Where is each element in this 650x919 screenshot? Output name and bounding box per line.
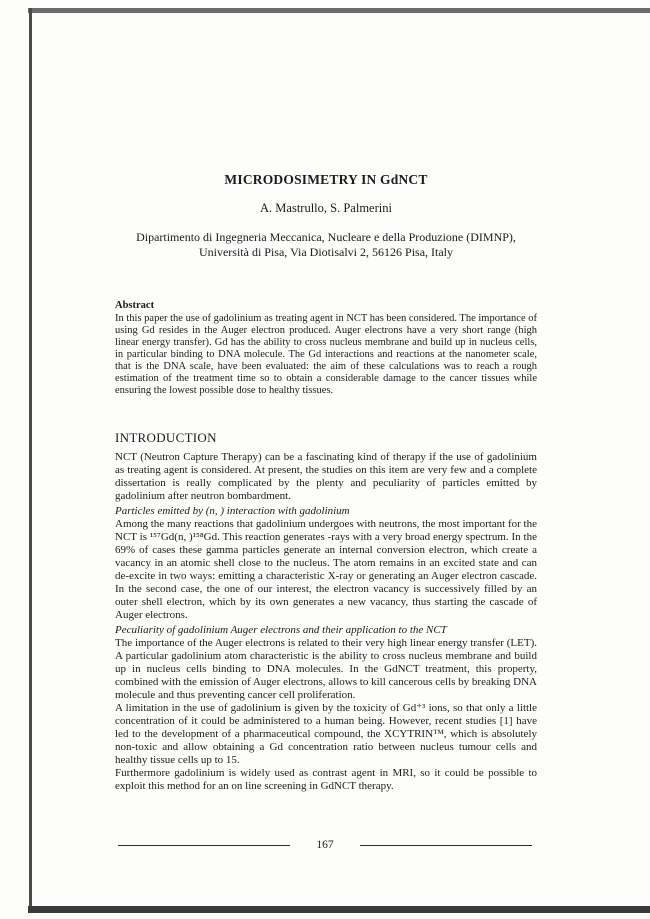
introduction-paragraph-4: A limitation in the use of gadolinium is given by the toxicity of Gd⁺³ ions, so that only a little concentration of it could be administered to a human being. However, recent studies [1] have led to the development of a pharmaceutical compound, the XCYTRIN™, which is absolutely non-toxic and allow obtaining a Gd concentration ratio between nucleus tumour cells and healthy tissue cells up to 15.	[115, 702, 537, 766]
paper-authors: A. Mastrullo, S. Palmerini	[260, 201, 392, 215]
introduction-heading: INTRODUCTION	[115, 430, 217, 445]
introduction-paragraph-1: NCT (Neutron Capture Therapy) can be a fascinating kind of therapy if the use of gadolinium as treating agent is considered. At present, the studies on this item are very few and a complete dissertation is really complicated by the plenty and peculiarity of particles emitted by gadolinium after neutron bombardment.	[115, 451, 537, 502]
footer-rule-left	[118, 845, 290, 846]
abstract-text: In this paper the use of gadolinium as treating agent in NCT has been considered. The importance of using Gd resides in the Auger electron produced. Auger electrons have a very short range (high linear energy transfer). Gd has the ability to cross nucleus membrane and build up in nucleus cells, in particular binding to DNA molecule. The Gd interactions and reactions at the nanometer scale, that is the DNA scale, have been evaluated: the aim of these calculations was to reach a rough estimation of the treatment time so to obtain a considerable damage to the cancer tissues while ensuring the lowest possible dose to healthy tissues.	[115, 313, 537, 396]
footer-rule-right	[360, 845, 532, 846]
introduction-paragraph-2: Among the many reactions that gadolinium undergoes with neutrons, the most important for the NCT is ¹⁵⁷Gd(n, )¹⁵⁸Gd. This reaction generates -rays with a very broad energy spectrum. In the 69% of cases these gamma particles generate an internal conversion electron, which create a vacancy in an atomic shell close to the nucleus. The atom remains in an excited state and can de-excite in two ways: emitting a characteristic X-ray or generating an Auger electron cascade. In the second case, the one of our interest, the electron vacancy is successively filled by an outer shell electron, which by its own generates a new vacancy, thus starting the cascade of Auger electrons.	[115, 518, 537, 621]
paper-title: MICRODOSIMETRY IN GdNCT	[224, 172, 428, 187]
page-number: 167	[316, 839, 334, 851]
section-subhead-particles-emitted: Particles emitted by (n, ) interaction with gadolinium	[115, 505, 350, 517]
paper-affiliation	[115, 230, 537, 260]
abstract-heading: Abstract	[115, 300, 155, 311]
affiliation-line-2: Università di Pisa, Via Diotisalvi 2, 56126 Pisa, Italy	[198, 245, 454, 259]
page-footer	[118, 838, 532, 852]
scan-border-bottom	[28, 906, 650, 913]
text-column	[115, 172, 537, 793]
affiliation-line-1: Dipartimento di Ingegneria Meccanica, Nucleare e della Produzione (DIMNP),	[136, 230, 516, 244]
introduction-paragraph-5: Furthermore gadolinium is widely used as contrast agent in MRI, so it could be possible to exploit this method for an on line screening in GdNCT therapy.	[115, 767, 537, 792]
section-subhead-peculiarity: Peculiarity of gadolinium Auger electrons and their application to the NCT	[115, 624, 447, 636]
introduction-paragraph-3: The importance of the Auger electrons is related to their very high linear energy transfer (LET). A particular gadolinium atom characteristic is the ability to cross nucleus membrane and build up in nucleus cells binding to DNA molecules. In the GdNCT treatment, this property, combined with the emission of Auger electrons, allows to kill cancerous cells by breaking DNA molecule and thus preventing cancer cell proliferation.	[115, 637, 537, 701]
